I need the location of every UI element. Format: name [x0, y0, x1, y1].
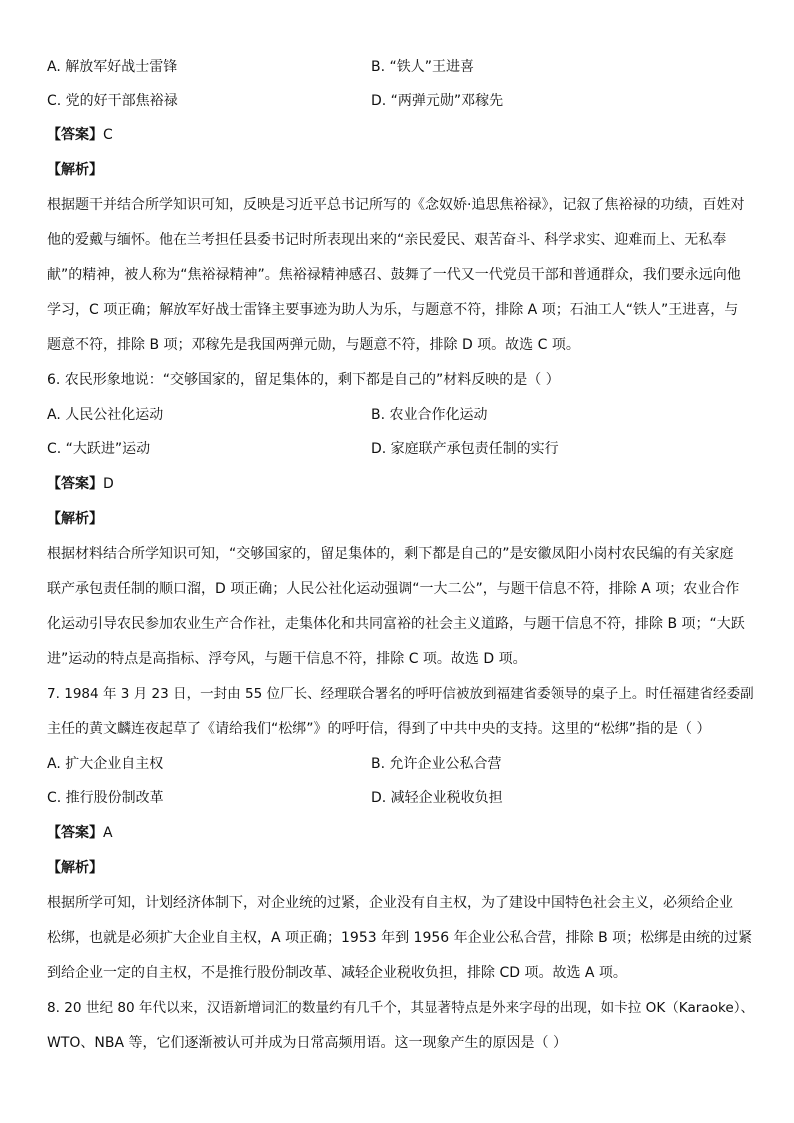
q7-analysis-line: 松绑，也就是必须扩大企业自主权，A 项正确；1953 年到 1956 年企业公私合营，排除 B 项；松绑是由统的过紧 — [47, 930, 753, 946]
q7-stem-line: 7. 1984 年 3 月 23 日，一封由 55 位厂长、经理联合署名的呼吁信被放到福建省委领导的桌子上。时任福建省经委副 — [47, 686, 754, 702]
answer-value: A — [103, 825, 113, 841]
answer-label: 【答案】 — [47, 825, 103, 841]
q6-option-d: D. 家庭联产承包责任制的实行 — [371, 441, 559, 457]
q5-option-d: D. “两弹元勋”邓稼先 — [371, 93, 504, 109]
q7-analysis-line: 根据所学可知，计划经济体制下，对企业统的过紧，企业没有自主权，为了建设中国特色社会主义，必须给企业 — [47, 895, 733, 911]
q5-analysis-label: 【解析】 — [47, 162, 103, 178]
q5-answer — [47, 125, 113, 145]
answer-label: 【答案】 — [47, 127, 103, 143]
q6-stem: 6. 农民形象地说：“交够国家的，留足集体的，剩下都是自己的”材料反映的是（ ） — [47, 372, 560, 388]
q7-analysis-line: 到给企业一定的自主权，不是推行股份制改革、减轻企业税收负担，排除 CD 项。故选 A 项。 — [47, 965, 627, 981]
q6-option-c: C. “大跃进”运动 — [47, 441, 151, 457]
q7-option-a: A. 扩大企业自主权 — [47, 756, 164, 772]
answer-label: 【答案】 — [47, 476, 103, 492]
q6-analysis-line: 化运动引导农民参加农业生产合作社，走集体化和共同富裕的社会主义道路，与题干信息不符，排除 B 项；“大跃 — [47, 616, 745, 632]
q7-answer — [47, 823, 113, 843]
q8-stem-line: 8. 20 世纪 80 年代以来，汉语新增词汇的数量约有几千个，其显著特点是外来字母的出现，如卡拉 OK（Karaoke）、 — [47, 1000, 755, 1016]
q8-stem-line: WTO、NBA 等，它们逐渐被认可并成为日常高频用语。这一现象产生的原因是（ ） — [47, 1035, 567, 1051]
q7-option-d: D. 减轻企业税收负担 — [371, 790, 503, 806]
answer-value: D — [103, 476, 114, 492]
q6-analysis-line: 联产承包责任制的顺口溜，D 项正确；人民公社化运动强调“一大二公”，与题干信息不符，排除 A 项；农业合作 — [47, 581, 740, 597]
q5-option-b: B. “铁人”王进喜 — [371, 59, 475, 75]
q6-analysis-line: 根据材料结合所学知识可知，“交够国家的，留足集体的，剩下都是自己的”是安徽凤阳小岗村农民编的有关家庭 — [47, 546, 734, 562]
q5-analysis-line: 他的爱戴与缅怀。他在兰考担任县委书记时所表现出来的“亲民爱民、艰苦奋斗、科学求实、迎难而上、无私奉 — [47, 232, 727, 248]
q7-option-c: C. 推行股份制改革 — [47, 790, 164, 806]
q5-analysis-line: 根据题干并结合所学知识可知，反映是习近平总书记所写的《念奴娇·追思焦裕禄》，记叙了焦裕禄的功绩，百姓对 — [47, 197, 745, 213]
q5-analysis-line: 题意不符，排除 B 项；邓稼先是我国两弹元勋，与题意不符，排除 D 项。故选 C 项。 — [47, 337, 580, 353]
q6-analysis-label: 【解析】 — [47, 511, 103, 527]
q5-analysis-line: 学习，C 项正确；解放军好战士雷锋主要事迹为助人为乐，与题意不符，排除 A 项；石油工人“铁人”王进喜，与 — [47, 302, 739, 318]
q7-stem-line: 主任的黄文麟连夜起草了《请给我们“松绑”》的呼吁信，得到了中共中央的支持。这里的“松绑”指的是（ ） — [47, 721, 711, 737]
q6-answer — [47, 474, 114, 494]
answer-value: C — [103, 127, 113, 143]
q5-analysis-line: 献”的精神，被人称为“焦裕禄精神”。焦裕禄精神感召、鼓舞了一代又一代党员干部和普通群众，我们要永远向他 — [47, 267, 741, 283]
q6-option-b: B. 农业合作化运动 — [371, 407, 488, 423]
q5-option-c: C. 党的好干部焦裕禄 — [47, 93, 178, 109]
q7-analysis-label: 【解析】 — [47, 860, 103, 876]
q7-option-b: B. 允许企业公私合营 — [371, 756, 502, 772]
q6-analysis-line: 进”运动的特点是高指标、浮夸风，与题干信息不符，排除 C 项。故选 D 项。 — [47, 651, 527, 667]
q6-option-a: A. 人民公社化运动 — [47, 407, 164, 423]
q5-option-a: A. 解放军好战士雷锋 — [47, 59, 178, 75]
